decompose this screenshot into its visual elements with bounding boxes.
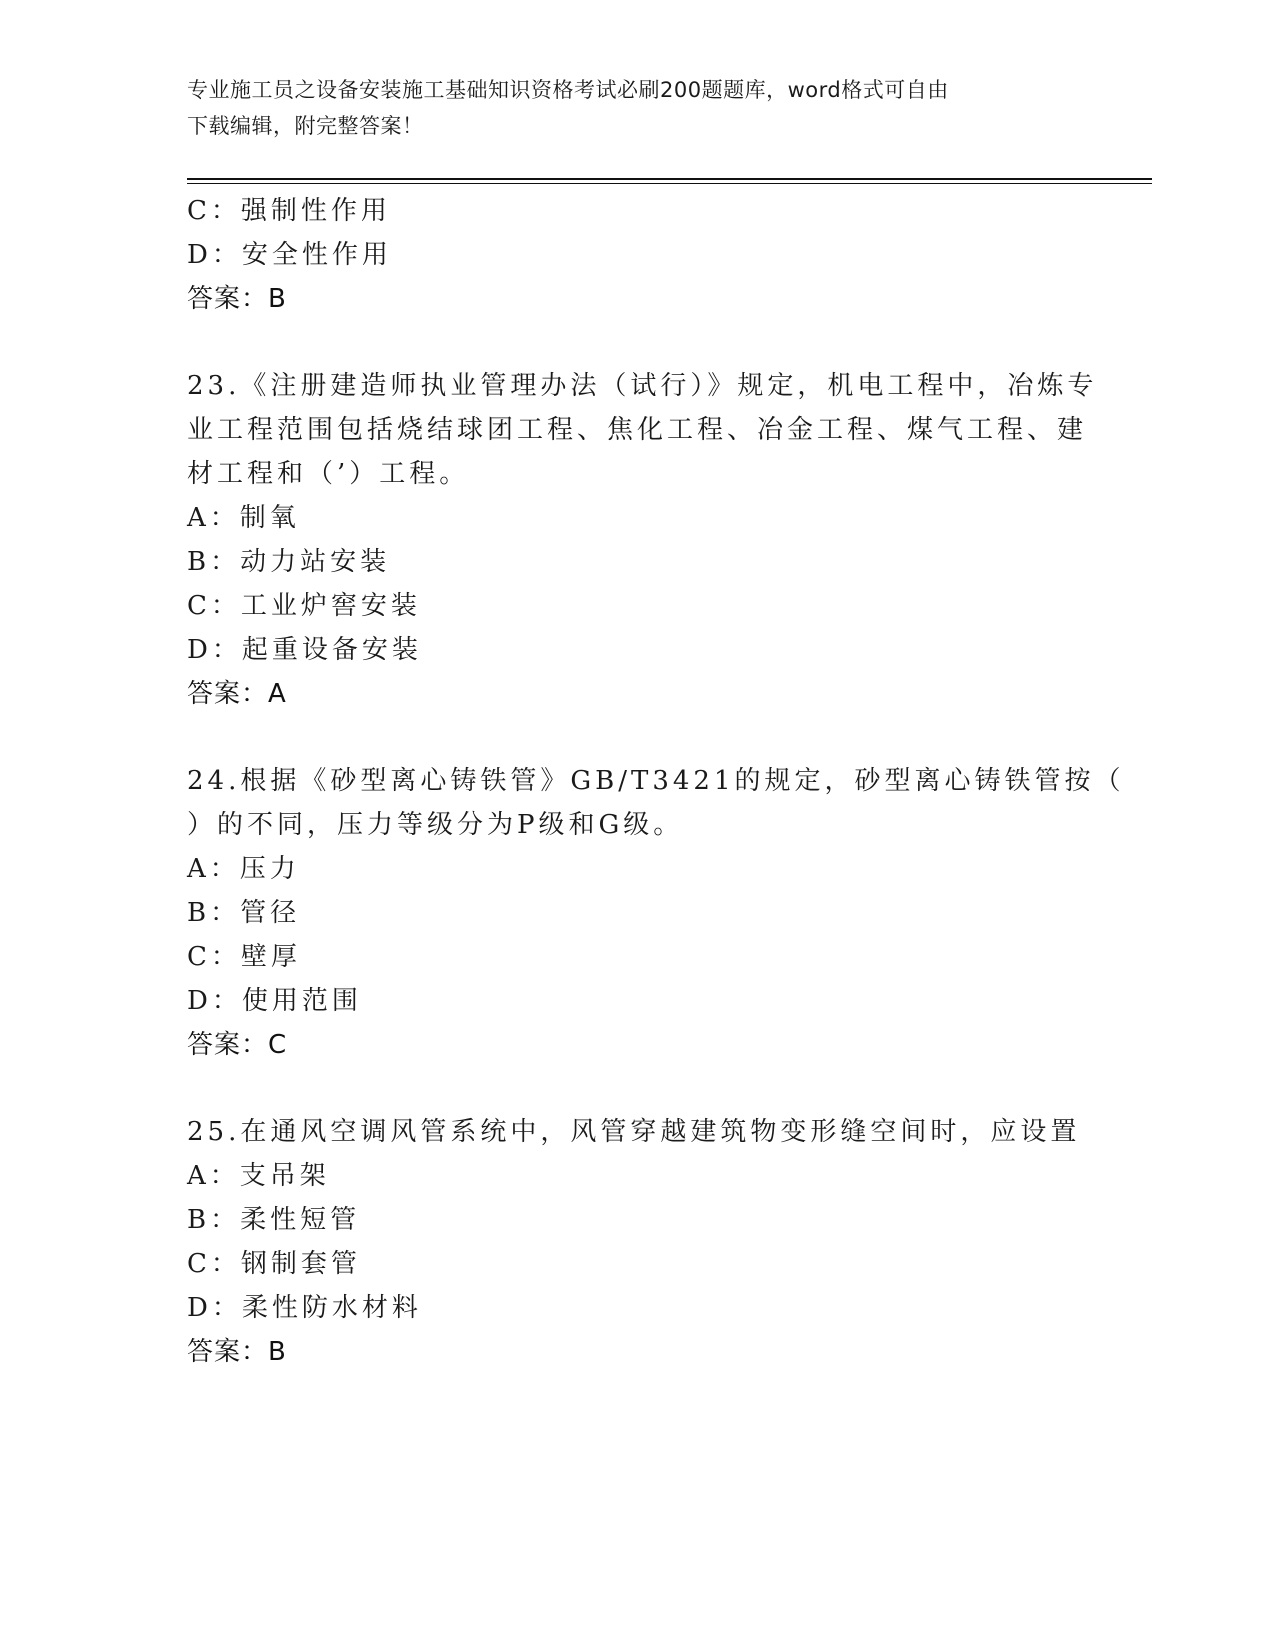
header-divider-thin: [187, 183, 1152, 184]
q23-stem-line-2: 业工程范围包括烧结球团工程、焦化工程、冶金工程、煤气工程、建: [187, 415, 1088, 445]
prev-answer: 答案：B: [187, 284, 287, 314]
q24-option-c: C：壁厚: [187, 942, 301, 972]
q24-stem-line-2: ）的不同，压力等级分为P级和G级。: [187, 810, 684, 840]
q25-answer: 答案：B: [187, 1337, 287, 1367]
q23-answer: 答案：A: [187, 679, 287, 709]
header-line-2: 下载编辑，附完整答案！: [187, 114, 424, 138]
prev-option-c: C：强制性作用: [187, 196, 391, 226]
q24-stem-line-1: 24.根据《砂型离心铸铁管》GB/T3421的规定，砂型离心铸铁管按（: [187, 766, 1125, 796]
q25-stem-line-1: 25.在通风空调风管系统中，风管穿越建筑物变形缝空间时，应设置: [187, 1117, 1081, 1147]
q23-option-d: D：起重设备安装: [187, 635, 422, 665]
q23-stem-line-3: 材工程和（’）工程。: [187, 459, 470, 489]
prev-option-d: D：安全性作用: [187, 240, 392, 270]
q24-option-d: D：使用范围: [187, 986, 362, 1016]
q23-option-a: A：制氧: [187, 503, 300, 533]
q23-option-c: C：工业炉窖安装: [187, 591, 421, 621]
q25-option-d: D：柔性防水材料: [187, 1293, 422, 1323]
document-header: [187, 72, 1067, 144]
q23-stem-line-1: 23.《注册建造师执业管理办法（试行）》规定，机电工程中，冶炼专: [187, 371, 1098, 401]
q24-option-b: B：管径: [187, 898, 301, 928]
q23-option-b: B：动力站安装: [187, 547, 391, 577]
q24-option-a: A：压力: [187, 854, 300, 884]
header-line-1: 专业施工员之设备安装施工基础知识资格考试必刷200题题库，word格式可自由: [187, 78, 949, 102]
q25-option-a: A：支吊架: [187, 1161, 330, 1191]
q25-option-b: B：柔性短管: [187, 1205, 361, 1235]
header-divider-thick: [187, 178, 1152, 180]
q25-option-c: C：钢制套管: [187, 1249, 361, 1279]
q24-answer: 答案：C: [187, 1030, 288, 1060]
